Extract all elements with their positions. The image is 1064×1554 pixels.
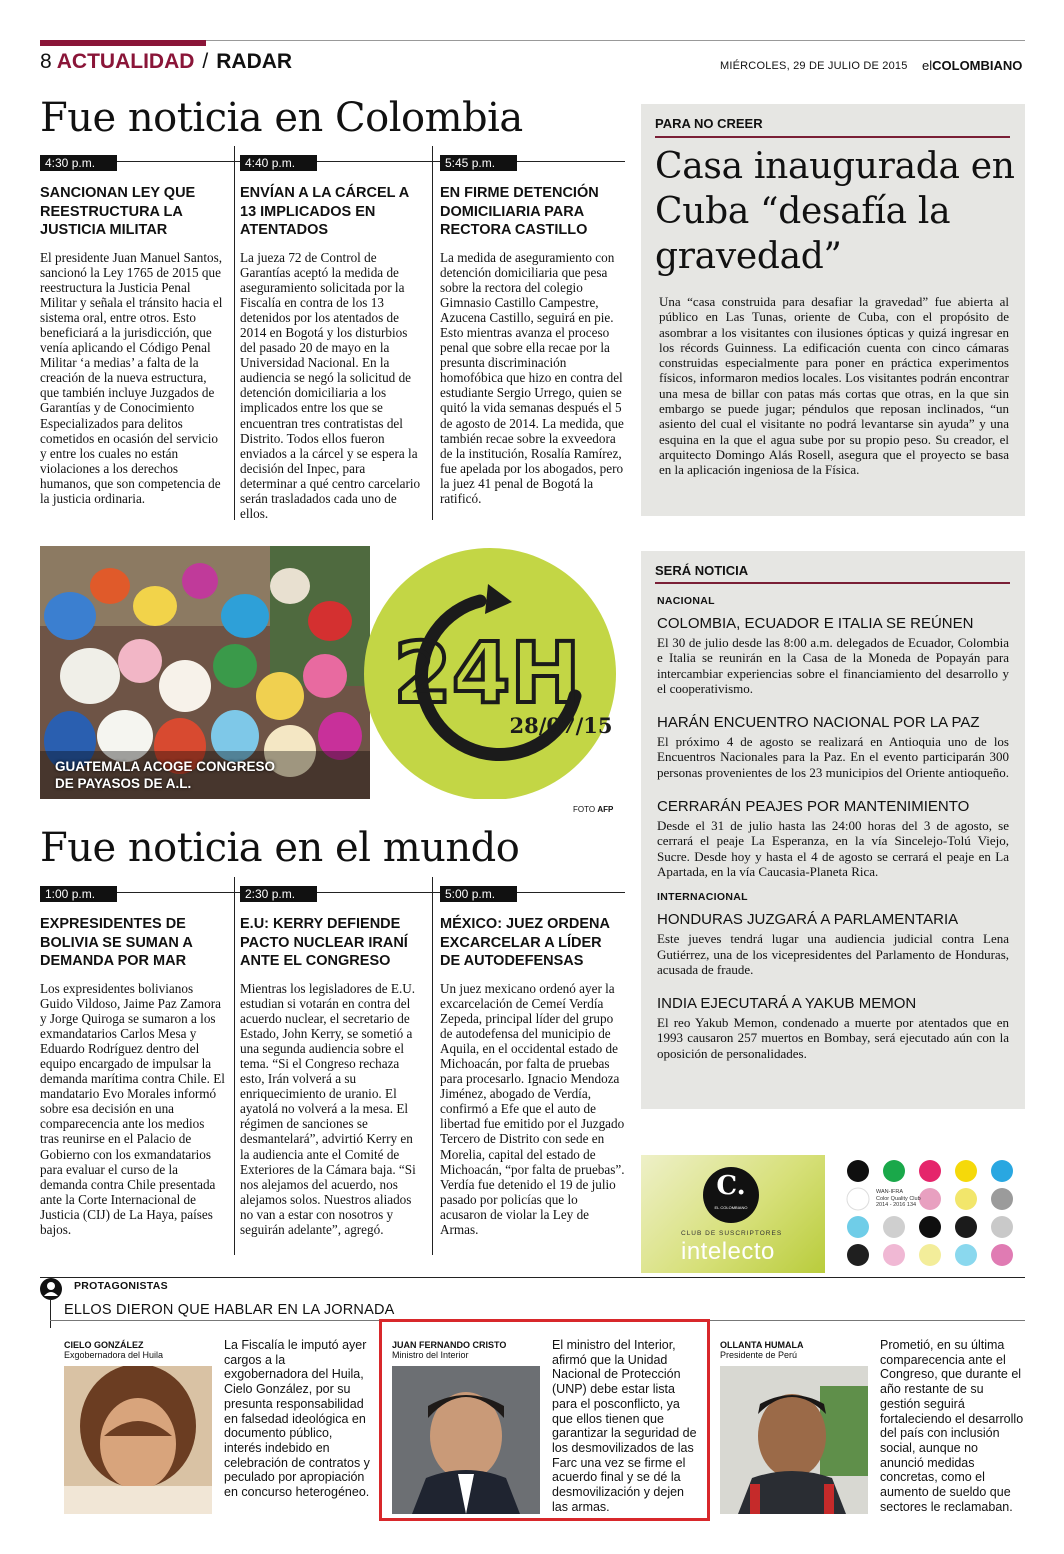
color-swatch — [919, 1160, 941, 1182]
color-swatch — [955, 1244, 977, 1266]
color-swatch — [955, 1216, 977, 1238]
para-no-creer-tag: PARA NO CREER — [655, 116, 763, 131]
protagonist-card — [64, 1340, 214, 1360]
upcoming-body: El 30 de julio desde las 8:00 a.m. delegados de Ecuador, Colombia e Italia se reunirán en la Casa de la Moneda de Popayán para intercambiar experiencias sobre el financiamiento del desarrollo y el cooperativismo. — [657, 635, 1009, 696]
brand-prefix: el — [922, 58, 933, 73]
protagonist-role: Presidente de Perú — [720, 1350, 798, 1360]
time-badge: 1:00 p.m. — [40, 886, 117, 902]
quality-line: Color Quality Club — [876, 1195, 921, 1202]
quality-club-label — [876, 1189, 921, 1209]
protagonist-name: OLLANTA HUMALA — [720, 1340, 804, 1350]
column-divider — [432, 146, 433, 520]
para-no-creer-title: Casa inaugurada en Cuba “desafía la gravedad” — [655, 146, 1015, 277]
photo-credit-source: AFP — [597, 805, 614, 814]
color-swatch — [847, 1188, 869, 1210]
color-swatch — [919, 1188, 941, 1210]
time-badge: 5:45 p.m. — [440, 155, 517, 171]
club-logo-letter: C. — [716, 1171, 746, 1201]
protagonist-text: El ministro del Interior, afirmó que la Unidad Nacional de Protección (UNP) debe estar lista para el posconflicto, ya que ellos tienen que garantizar la seguridad de los desmovilizados de las Farc una vez se firme el acuerdo final y se dé la desmovilización y dejen las armas. — [552, 1338, 697, 1514]
protagonist-name: CIELO GONZÁLEZ — [64, 1340, 144, 1350]
para-no-creer-body: Una “casa construida para desafiar la gravedad” fue abierta al público en Las Tunas, oriente de Cuba, con el propósito de asombrar a los visitantes con ilusiones ópticas y quizá ingresar en los récords Guinness. La edificación cuenta con cinco cámaras construidas especialmente para poner en práctica experimentos físicos, informaron medios locales. Los visitantes podrán encontrar una mesa de billar con patas más cortas que otras, en la que sin embargo se puede jugar; péndulos que reposan inclinados, “un asiento del cual el visitante no podrá levantarse sin ayuda” y una esquina en la que el agua sube por su propio peso. Su creador, el arquitecto Domingo Alás Rosell, asegura que el proyecto se basa en la aplicación ingeniosa de la Física. — [659, 294, 1009, 478]
color-swatch — [847, 1160, 869, 1182]
club-logo-small: EL COLOMBIANO — [714, 1205, 748, 1210]
badge-date-text: 28/07/15 — [509, 713, 613, 738]
upcoming-news-item — [657, 995, 1009, 1061]
time-badge: 5:00 p.m. — [440, 886, 517, 902]
color-swatch — [991, 1188, 1013, 1210]
colombia-news-item — [40, 154, 225, 506]
color-swatch — [991, 1244, 1013, 1266]
quality-line: WAN-IFRA — [876, 1189, 903, 1195]
colombia-news-item — [440, 154, 625, 506]
upcoming-body: Este jueves tendrá lugar una audiencia judicial contra Lena Gutiérrez, una de los vicepresidentes del Parlamento de Honduras, acusada de fraude. — [657, 931, 1009, 977]
quality-line: 2014 - 2016 134 — [876, 1202, 917, 1208]
section-header — [40, 50, 292, 74]
person-icon-glyph — [40, 1278, 62, 1300]
upcoming-headline: HONDURAS JUZGARÁ A PARLAMENTARIA — [657, 911, 959, 929]
protagonist-name: JUAN FERNANDO CRISTO — [392, 1340, 507, 1350]
sera-noticia-tag: SERÁ NOTICIA — [655, 563, 749, 578]
news-headline: EXPRESIDENTES DE BOLIVIA SE SUMAN A DEMANDA POR MAR — [40, 916, 193, 969]
national-label: NACIONAL — [657, 595, 715, 607]
color-swatch — [883, 1160, 905, 1182]
upcoming-headline: CERRARÁN PEAJES POR MANTENIMIENTO — [657, 798, 970, 816]
color-swatch — [847, 1244, 869, 1266]
mundo-section-title: Fue noticia en el mundo — [40, 825, 520, 871]
column-divider — [234, 146, 235, 520]
color-swatch — [991, 1216, 1013, 1238]
person-icon — [40, 1278, 62, 1300]
brand-name: COLOMBIANO — [932, 58, 1023, 73]
time-badge: 4:30 p.m. — [40, 155, 117, 171]
subsection-name: RADAR — [216, 50, 293, 73]
upcoming-headline: INDIA EJECUTARÁ A YAKUB MEMON — [657, 995, 917, 1013]
color-swatch — [883, 1216, 905, 1238]
badge-24h-text: 24H — [393, 624, 581, 722]
news-headline: SANCIONAN LEY QUE REESTRUCTURA LA JUSTICIA MILITAR — [40, 185, 196, 238]
club-line1: CLUB DE SUSCRIPTORES — [681, 1230, 783, 1237]
international-label: INTERNACIONAL — [657, 891, 748, 904]
protagonistas-rule — [40, 1277, 1025, 1278]
upcoming-news-item — [657, 911, 1009, 977]
time-badge: 2:30 p.m. — [240, 886, 317, 902]
mundo-news-item — [240, 885, 425, 1237]
upcoming-headline: HARÁN ENCUENTRO NACIONAL POR LA PAZ — [657, 714, 980, 732]
news-body: Los expresidentes bolivianos Guido Vildoso, Jaime Paz Zamora y Jorge Quiroga se sumaron a los exmandatarios Carlos Mesa y Eduardo Rodríguez dentro del equipo encargado de impulsar la demanda marítima contra Chile. El mandatario Evo Morales informó sobre esa decisión en una comparecencia ante los medios tras reunirse en el Palacio de Gobierno con los exmandatarios para evaluar el curso de la demanda contra Chile presentada ante la Corte Internacional de Justicia (CIJ) de La Haya, países bajos. — [40, 980, 225, 1237]
upcoming-news-item — [657, 798, 1009, 879]
national-news-group — [657, 595, 1009, 1061]
colombia-section-title: Fue noticia en Colombia — [40, 95, 523, 141]
news-headline: EN FIRME DETENCIÓN DOMICILIARIA PARA RECTORA CASTILLO — [440, 185, 599, 238]
color-swatch — [991, 1160, 1013, 1182]
color-swatch — [847, 1216, 869, 1238]
protagonistas-vertical-rule — [50, 1300, 51, 1328]
photo-caption — [55, 758, 275, 792]
protagonist-card — [720, 1340, 870, 1360]
clown-congress-photo — [40, 546, 624, 799]
tag-rule — [655, 136, 1010, 138]
photo-credit-label: FOTO — [573, 805, 596, 814]
upcoming-body: El próximo 4 de agosto se realizará en Antioquia uno de los Encuentros Nacionales para la Paz. En el evento participarán 300 personas provenientes de los 23 municipios del Oriente antioqueño. — [657, 734, 1010, 780]
upcoming-headline: COLOMBIA, ECUADOR E ITALIA SE REÚNEN — [657, 615, 974, 632]
protagonist-text: La Fiscalía le imputó ayer cargos a la exgobernadora del Huila, Cielo González, por su presunta responsabilidad en falsedad ideológica en documento público, interés indebido en celebración de contratos y peculado por apropiación en concurso heterogéneo. — [224, 1338, 370, 1500]
protagonistas-subtitle: ELLOS DIERON QUE HABLAR EN LA JORNADA — [64, 1302, 395, 1318]
upcoming-news-item — [657, 714, 1009, 780]
para-no-creer-box — [641, 104, 1025, 516]
protagonist-photo — [720, 1366, 868, 1514]
club-intelecto-ad[interactable] — [641, 1155, 825, 1273]
upcoming-body: Desde el 31 de julio hasta las 24:00 horas del 3 de agosto, se cerrará el peaje La Esperanza, en la vía Sincelejo-Tolú Viejo, Sucre. Desde hoy y hasta el 4 de agosto se cerrará el peaje en La Apartada, en la vía Caucasia-Planeta Rica. — [657, 818, 1009, 879]
protagonist-text: Prometió, en su última comparecencia ante el Congreso, que durante el año restante de su gestión seguirá fortaleciendo el desarrollo del país con inclusión social, aunque no anunció medidas concretas, como el aumento de sueldo que sectores le reclamaban. — [880, 1338, 1024, 1514]
color-swatch — [883, 1244, 905, 1266]
photo-credit — [573, 805, 613, 814]
photo-caption-line: GUATEMALA ACOGE CONGRESO — [55, 759, 276, 774]
upcoming-body: El reo Yakub Memon, condenado a muerte por atentados que en 1993 causaron 257 muertos en Bombay, será ejecutado aún con la oposición de personalidades. — [657, 1015, 1009, 1061]
section-separator: / — [202, 50, 209, 73]
highlight-frame — [379, 1319, 710, 1521]
mundo-news-item — [40, 885, 225, 1237]
mundo-news-item — [440, 885, 625, 1237]
upcoming-news-item — [657, 615, 1009, 696]
issue-date: MIÉRCOLES, 29 DE JULIO DE 2015 — [720, 60, 908, 72]
news-headline: ENVÍAN A LA CÁRCEL A 13 IMPLICADOS EN ATENTADOS — [240, 185, 409, 238]
protagonist-role: Ministro del Interior — [392, 1350, 469, 1360]
time-badge: 4:40 p.m. — [240, 155, 317, 171]
news-body: Mientras los legisladores de E.U. estudian si votarán en contra del acuerdo nuclear, el secretario de Estado, John Kerry, se sometió a una segunda audiencia sobre el tema. “Si el Congreso rechaza esto, Irán volverá a su enriquecimiento de uranio. El ayatolá no volverá a la mesa. El régimen de sanciones se desmantelará”, advirtió Kerry en la audiencia ante el Comité de Exteriores de la Cámara baja. “Si nos alejamos del acuerdo, nos alejamos solos. Nuestros aliados no van a estar con nosotros y seguirán adelante”, agregó. — [240, 980, 416, 1237]
tag-rule — [655, 582, 1010, 584]
section-accent-bar — [40, 40, 206, 46]
color-quality-ad — [840, 1155, 1025, 1273]
column-divider — [432, 877, 433, 1255]
section-name: ACTUALIDAD — [56, 50, 195, 73]
news-headline: E.U: KERRY DEFIENDE PACTO NUCLEAR IRANÍ ANTE EL CONGRESO — [240, 916, 408, 969]
portrait-illustration — [64, 1366, 212, 1514]
news-body: El presidente Juan Manuel Santos, sancionó la Ley 1765 de 2015 que reestructura la Justicia Penal Militar y señala el tránsito hacia el sistema oral, entre otros. Esto beneficiará a la jurisdicción, que venía aplicando el Código Penal Militar ‘a medias’ a falta de la creación de la nueva estructura, que también incluye Juzgados de Garantías y de Conocimiento Especializados para delitos cometidos en ocasión del servicio y entre los cuales no están violaciones a los derechos humanos, que son competencia de la justicia ordinaria. — [40, 249, 223, 506]
photo-caption-line: DE PAYASOS DE A.L. — [55, 776, 192, 791]
news-body: La medida de aseguramiento con detención domiciliaria que pesa sobre la rectora del colegio Gimnasio Castillo Campestre, Azucena Castillo, seguirá en pie. Esto mientras avanza el proceso penal que sobre ella recae por la presunta discriminación homofóbica que hizo en contra del estudiante Sergio Urrego, quien se quitó la vida semanas después el 5 de agosto de 2014. La medida, que también recae sobre la exveedora de la institución, Rosalía Ramírez, fue apelada por los abogados, pero la juez 41 penal de Bogotá la ratificó. — [440, 249, 624, 506]
color-swatch-grid — [840, 1155, 1025, 1273]
column-divider — [234, 877, 235, 1255]
page-number: 8 — [40, 50, 52, 73]
portrait-illustration — [720, 1366, 868, 1514]
protagonist-role: Exgobernadora del Huila — [64, 1350, 164, 1360]
colombia-news-item — [240, 154, 425, 521]
protagonist-photo — [64, 1366, 212, 1514]
club-line2: intelecto — [681, 1238, 775, 1265]
news-body: La jueza 72 de Control de Garantías aceptó la medida de aseguramiento solicitada por la Fiscalía en contra de los 13 detenidos por los atentados de 2014 en Bogotá y los disturbios del pasado 20 de mayo en la Universidad Nacional. En la audiencia se negó la solicitud de detención domiciliaria a los implicados entre los que se encuentran tres contratistas del Distrito. Todos ellos fueron enviados a la cárcel y se espera la decisión del Inpec, para determinar a qué centro carcelario serán trasladados cada uno de ellos. — [240, 249, 421, 522]
club-logo-badge — [703, 1167, 759, 1223]
color-swatch — [919, 1244, 941, 1266]
news-headline: MÉXICO: JUEZ ORDENA EXCARCELAR A LÍDER DE AUTODEFENSAS — [440, 916, 610, 969]
color-swatch — [955, 1160, 977, 1182]
protagonistas-tag: PROTAGONISTAS — [74, 1280, 168, 1292]
news-body: Un juez mexicano ordenó ayer la excarcelación de Cemeí Verdía Zepeda, principal líder del grupo de autodefensa del municipio de Aquila, en el occidental estado de Michoacán, por falta de pruebas para procesarlo. Ignacio Mendoza Jiménez, abogado de Verdía, confirmó a Efe que el auto de libertad fue emitido por el Juzgado Tercero de Distrito con sede en Morelia, capital del estado de Michoacán, “por falta de pruebas”. Verdía fue detenido el 19 de julio pasado por policías que lo acusaron de violar la Ley de Armas. — [440, 980, 625, 1237]
sera-noticia-box — [641, 551, 1025, 1109]
newspaper-brand — [922, 58, 1022, 73]
color-swatch — [955, 1188, 977, 1210]
color-swatch — [919, 1216, 941, 1238]
